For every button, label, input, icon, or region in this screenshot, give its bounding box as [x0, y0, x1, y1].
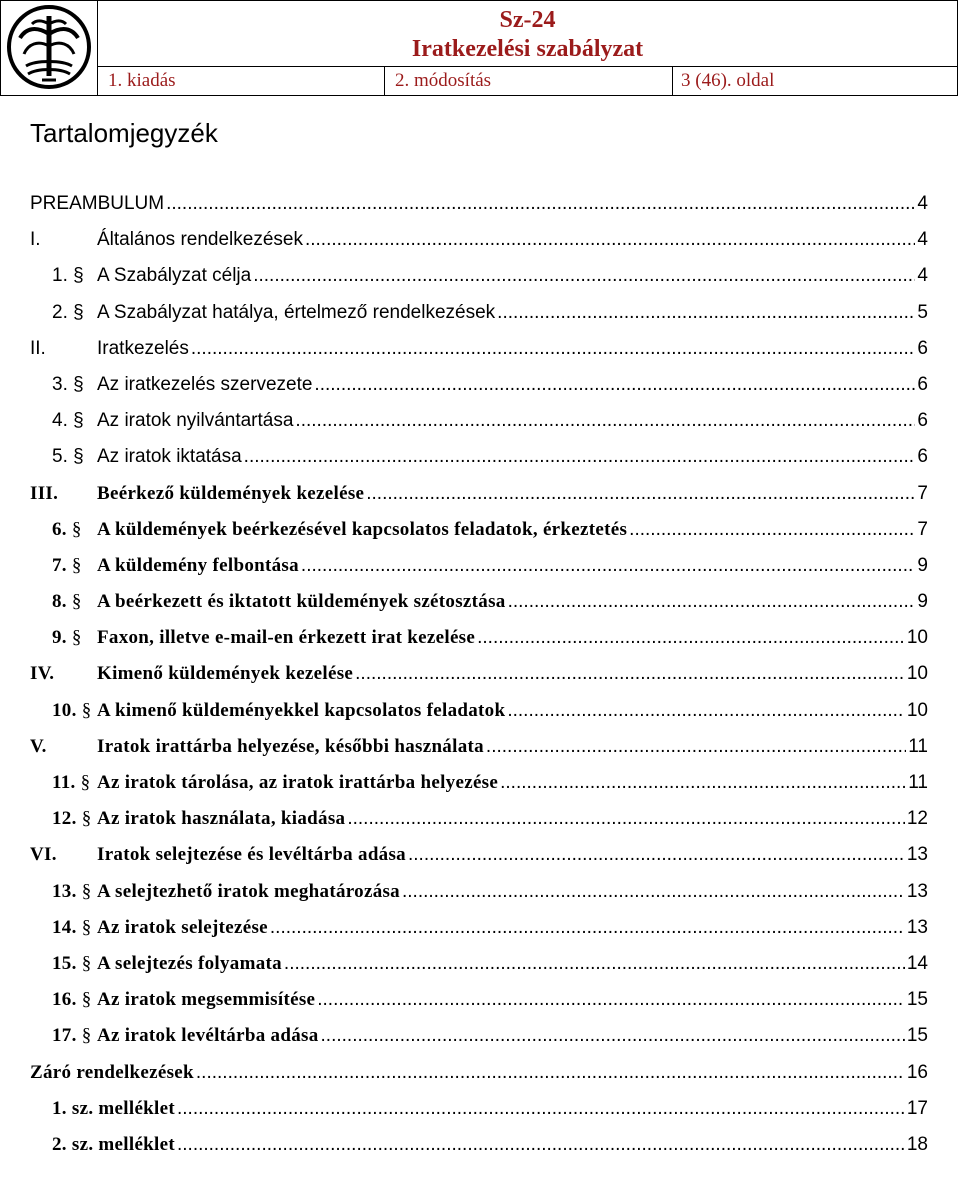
toc-dot-leader: [314, 374, 915, 396]
toc-dot-leader: [507, 700, 905, 722]
toc-entry-title: Iratok selejtezése és levéltárba adása: [97, 844, 406, 866]
toc-entry[interactable]: [30, 627, 928, 663]
toc-dot-leader: [191, 338, 916, 360]
toc-entry-page: 4: [917, 229, 928, 251]
toc-entry-number: V.: [30, 735, 47, 757]
toc-entry-title: A Szabályzat hatálya, értelmező rendelkezések: [97, 301, 496, 323]
toc-entry[interactable]: [30, 265, 928, 301]
toc-dot-leader: [270, 917, 905, 939]
document-meta-row: [98, 67, 957, 95]
tree-logo-icon: [6, 4, 92, 90]
toc-entry-title: 2. sz. melléklet: [52, 1133, 175, 1155]
toc-entry-page: 11: [908, 735, 928, 757]
toc-entry-page: 13: [906, 880, 928, 902]
toc-dot-leader: [166, 193, 915, 215]
toc-entry[interactable]: [30, 1134, 928, 1170]
toc-entry-number: VI.: [30, 844, 57, 866]
document-title: Iratkezelési szabályzat: [411, 36, 644, 62]
toc-dot-leader: [177, 1134, 905, 1156]
toc-entry-title: Az iratok nyilvántartása: [97, 410, 294, 432]
toc-entry-title: A kimenő küldeményekkel kapcsolatos feladatok: [97, 699, 506, 721]
toc-entry-page: 4: [917, 265, 928, 287]
toc-entry-title: Faxon, illetve e-mail-en érkezett irat kezelése: [97, 627, 476, 649]
toc-dot-leader: [321, 1025, 905, 1047]
toc-entry-number: IV.: [30, 663, 55, 685]
toc-entry[interactable]: [30, 338, 928, 374]
toc-entry-number: 5. §: [52, 446, 84, 468]
toc-entry-page: 12: [906, 808, 928, 830]
toc-entry-title: Általános rendelkezések: [97, 229, 303, 251]
document-header: [0, 0, 958, 96]
toc-entry-title: A selejtezhető iratok meghatározása: [97, 880, 400, 902]
toc-entry-title: Az iratok megsemmisítése: [97, 989, 316, 1011]
toc-dot-leader: [347, 808, 905, 830]
toc-dot-leader: [366, 483, 915, 505]
toc-entry-number: 12. §: [52, 808, 92, 830]
toc-entry-title: Beérkező küldemények kezelése: [97, 482, 365, 504]
toc-entry-page: 6: [917, 446, 928, 468]
toc-entry-number: 8. §: [52, 591, 82, 613]
toc-entry-title: Iratkezelés: [97, 337, 189, 359]
toc-dot-leader: [497, 302, 915, 324]
toc-entry[interactable]: [30, 808, 928, 844]
toc-dot-leader: [196, 1062, 905, 1084]
toc-entry-number: 9. §: [52, 627, 82, 649]
toc-entry-number: 13. §: [52, 880, 92, 902]
toc-entry-title: A küldemények beérkezésével kapcsolatos feladatok, érkeztetés: [97, 518, 628, 540]
toc-entry-page: 5: [917, 301, 928, 323]
toc-entry-title: A Szabályzat célja: [97, 265, 252, 287]
toc-entry[interactable]: [30, 555, 928, 591]
toc-entry-page: 6: [917, 410, 928, 432]
toc-entry-page: 7: [917, 482, 928, 504]
toc-entry-number: 4. §: [52, 410, 84, 432]
toc-entry[interactable]: [30, 736, 928, 772]
toc-dot-leader: [301, 555, 916, 577]
toc-dot-leader: [508, 591, 916, 613]
toc-entry-page: 7: [917, 518, 928, 540]
toc-entry-page: 14: [906, 952, 928, 974]
toc-entry[interactable]: [30, 953, 928, 989]
document-code: Sz-24: [499, 7, 556, 33]
toc-entry-number: 1. §: [52, 265, 84, 287]
toc-entry-page: 16: [906, 1061, 928, 1083]
toc-entry-page: 9: [917, 554, 928, 576]
toc-entry-title: Az iratok levéltárba adása: [97, 1025, 319, 1047]
toc-entry[interactable]: [30, 302, 928, 338]
toc-entry[interactable]: [30, 229, 928, 265]
toc-dot-leader: [244, 446, 916, 468]
toc-entry-number: 15. §: [52, 952, 92, 974]
toc-entry[interactable]: [30, 1025, 928, 1061]
toc-entry-page: 11: [908, 772, 928, 793]
toc-entry-number: 11. §: [52, 772, 91, 793]
toc-entry-number: 17. §: [52, 1025, 92, 1047]
toc-entry-page: 4: [917, 193, 928, 214]
toc-title: Tartalomjegyzék: [30, 118, 218, 148]
toc-entry-page: 9: [917, 591, 928, 613]
toc-entry-page: 13: [906, 916, 928, 938]
toc-entry[interactable]: [30, 881, 928, 917]
toc-dot-leader: [486, 736, 906, 758]
toc-entry-page: 10: [906, 663, 928, 685]
toc-entry[interactable]: [30, 772, 928, 808]
toc-entry[interactable]: [30, 917, 928, 953]
toc-entry-page: 6: [917, 373, 928, 395]
toc-entry-title: Az iratok selejtezése: [97, 916, 268, 938]
toc-entry[interactable]: [30, 519, 928, 555]
toc-entry-page: 6: [917, 337, 928, 359]
toc-entry-title: Az iratok iktatása: [97, 446, 242, 468]
toc-entry[interactable]: [30, 410, 928, 446]
toc-entry[interactable]: [30, 663, 928, 699]
toc-entry-number: I.: [30, 229, 41, 251]
toc-entry-number: III.: [30, 482, 59, 504]
toc-dot-leader: [317, 989, 905, 1011]
toc-entry-page: 15: [906, 1025, 928, 1047]
toc-entry-number: 3. §: [52, 373, 84, 395]
toc-dot-leader: [177, 1098, 905, 1120]
toc-dot-leader: [305, 229, 915, 251]
toc-entry[interactable]: [30, 1062, 928, 1098]
toc-entry-title: A küldemény felbontása: [97, 554, 299, 576]
toc-entry[interactable]: [30, 483, 928, 519]
document-title-cell: [98, 1, 957, 67]
toc-entry-page: 15: [906, 989, 928, 1011]
page-label: 3 (46). oldal: [681, 70, 775, 91]
toc-entry-title: A selejtezés folyamata: [97, 952, 282, 974]
toc-entry[interactable]: [30, 193, 928, 229]
toc-entry-number: 10. §: [52, 699, 92, 721]
toc-entry-number: 7. §: [52, 554, 82, 576]
toc-entry[interactable]: [30, 1098, 928, 1134]
toc-dot-leader: [355, 663, 905, 685]
toc-entry-title: Az iratkezelés szervezete: [97, 373, 313, 395]
toc-entry-title: Iratok irattárba helyezése, későbbi használata: [97, 735, 484, 757]
toc-entry-page: 10: [906, 627, 928, 649]
toc-entry[interactable]: [30, 989, 928, 1025]
toc-dot-leader: [295, 410, 915, 432]
logo-cell: [1, 1, 98, 95]
toc-entry-number: II.: [30, 337, 46, 359]
edition-label: 1. kiadás: [98, 67, 385, 95]
toc-entry[interactable]: [30, 374, 928, 410]
toc-entry-number: 6. §: [52, 518, 82, 540]
toc-entry-title: Az iratok használata, kiadása: [97, 808, 346, 830]
toc-dot-leader: [253, 265, 915, 287]
toc-entry-page: 10: [906, 699, 928, 721]
toc-entry[interactable]: [30, 844, 928, 880]
toc-entry-title: Az iratok tárolása, az iratok irattárba helyezése: [97, 772, 499, 793]
toc-dot-leader: [629, 519, 915, 541]
toc-dot-leader: [477, 627, 905, 649]
toc-entry-number: 14. §: [52, 916, 92, 938]
toc-entry-title: 1. sz. melléklet: [52, 1097, 175, 1119]
toc-entry-title: Kimenő küldemények kezelése: [97, 663, 354, 685]
toc-entry-title: Záró rendelkezések: [30, 1061, 194, 1083]
table-of-contents: [30, 193, 928, 1170]
toc-entry-title: A beérkezett és iktatott küldemények szétosztása: [97, 591, 506, 613]
toc-entry-page: 18: [906, 1133, 928, 1155]
toc-entry-number: 16. §: [52, 989, 92, 1011]
toc-entry-number: 2. §: [52, 301, 84, 323]
toc-dot-leader: [284, 953, 905, 975]
toc-entry[interactable]: [30, 700, 928, 736]
toc-dot-leader: [402, 881, 905, 903]
toc-dot-leader: [408, 844, 905, 866]
modification-label: 2. módosítás: [385, 67, 673, 95]
toc-entry-title: PREAMBULUM: [30, 193, 165, 214]
toc-entry[interactable]: [30, 446, 928, 482]
toc-entry-page: 17: [906, 1097, 928, 1119]
toc-entry-page: 13: [906, 844, 928, 866]
toc-entry[interactable]: [30, 591, 928, 627]
toc-dot-leader: [500, 772, 906, 794]
